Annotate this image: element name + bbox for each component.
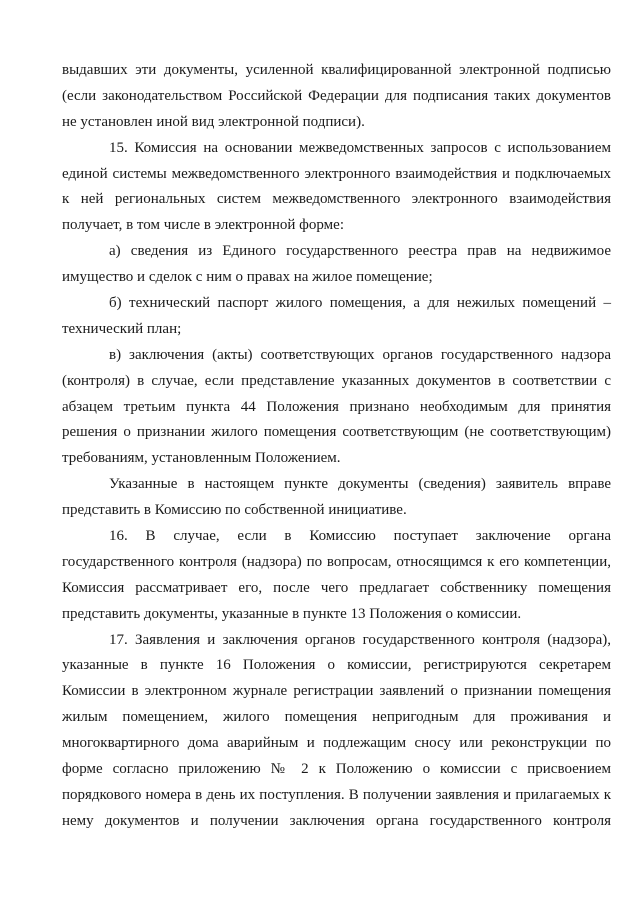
text-line: Указанные в настоящем пункте документы (сведения) заявитель вправе <box>109 476 611 493</box>
paragraph-continuation <box>62 58 611 136</box>
text-line: многоквартирного дома аварийным и подлежащим сносу или реконструкции по <box>62 735 611 752</box>
text-line: (контроля) в случае, если представление указанных документов в соответствии с <box>62 372 611 389</box>
text-line: 16. В случае, если в Комиссию поступает заключение органа <box>109 528 611 545</box>
text-line: требованиям, установленным Положением. <box>62 450 341 467</box>
text-line: Комиссии в электронном журнале регистрации заявлений о признании помещения <box>62 683 611 700</box>
text-line: в) заключения (акты) соответствующих органов государственного надзора <box>109 346 611 363</box>
text-line: представить в Комиссию по собственной инициативе. <box>62 502 407 519</box>
text-line: абзацем третьим пункта 44 Положения признано необходимым для принятия <box>62 398 611 415</box>
text-line: (если законодательством Российской Федерации для подписания таких документов <box>62 87 611 104</box>
text-line: представить документы, указанные в пункте 13 Положения о комиссии. <box>62 605 522 622</box>
text-line: жилым помещением, жилого помещения непригодным для проживания и <box>62 709 611 726</box>
text-line: 17. Заявления и заключения органов государственного контроля (надзора), <box>109 631 611 648</box>
document-page <box>62 58 611 835</box>
text-line: выдавших эти документы, усиленной квалифицированной электронной подписью <box>62 62 611 78</box>
text-line: государственного контроля (надзора) по вопросам, относящимся к его компетенции, <box>62 553 611 570</box>
text-line: б) технический паспорт жилого помещения, а для нежилых помещений – <box>109 295 611 312</box>
text-line: имущество и сделок с ним о правах на жилое помещение; <box>62 269 433 286</box>
text-line: технический план; <box>62 320 182 337</box>
text-line: указанные в пункте 16 Положения о комиссии, регистрируются секретарем <box>62 657 611 674</box>
text-line: порядкового номера в день их поступления. В получении заявления и прилагаемых к <box>62 786 611 803</box>
paragraph-item-15v <box>62 343 611 472</box>
paragraph-item-15b <box>62 291 611 343</box>
paragraph-item-15a <box>62 239 611 291</box>
text-line: 15. Комиссия на основании межведомственных запросов с использованием <box>109 139 611 156</box>
text-line: не установлен иной вид электронной подписи). <box>62 113 365 130</box>
paragraph-item-15-note <box>62 472 611 524</box>
text-line: Комиссия рассматривает его, после чего предлагает собственнику помещения <box>62 579 611 596</box>
text-line: решения о признании жилого помещения соответствующим (не соответствующим) <box>62 424 611 441</box>
paragraph-item-16 <box>62 524 611 628</box>
text-line: единой системы межведомственного электронного взаимодействия и подключаемых <box>62 165 611 182</box>
text-line: форме согласно приложению № 2 к Положению о комиссии с присвоением <box>62 761 611 778</box>
text-line: нему документов и получении заключения органа государственного контроля <box>62 812 611 829</box>
text-line: к ней региональных систем межведомственного электронного взаимодействия <box>62 191 611 208</box>
text-line: получает, в том числе в электронной форме: <box>62 217 344 234</box>
paragraph-item-15 <box>62 136 611 240</box>
text-line: а) сведения из Единого государственного реестра прав на недвижимое <box>109 243 611 260</box>
paragraph-item-17 <box>62 628 611 835</box>
